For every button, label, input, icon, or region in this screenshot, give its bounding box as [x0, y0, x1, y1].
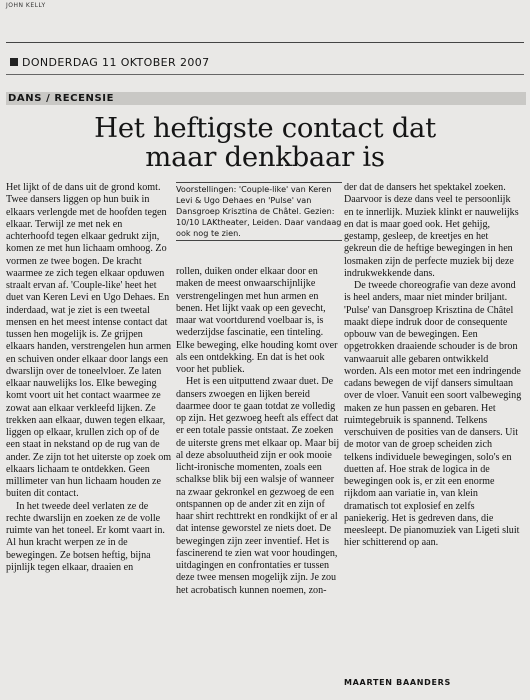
- paragraph: der dat de dansers het spektakel zoeken. Daarvoor is deze dans veel te persoonlijk en te innerlijk. Muziek klinkt er nauwelijks en dat is maar goed ook. Het gehijg, gestamp, gesleep, de kreetjes en het gekreun die de heftige bewegingen in hen losmaken zijn de perfecte muziek bij deze indrukwekkende dans.: [344, 182, 519, 279]
- author-byline: MAARTEN BAANDERS: [344, 678, 451, 687]
- section-rubric: DANS / RECENSIE: [6, 92, 526, 105]
- headline-line-1: Het heftigste contact dat: [94, 112, 436, 144]
- article-column-1: [6, 182, 172, 574]
- masthead-label: JOHN KELLY: [6, 2, 46, 9]
- performance-infobox: Voorstellingen: 'Couple-like' van Keren Levi & Ugo Dehaes en 'Pulse' van Dansgroep Krisztina de Châtel. Gezien: 10/10 LAKtheater, Leiden. Daar vandaag ook nog te zien.: [176, 182, 342, 241]
- article-column-3: [344, 182, 522, 550]
- paragraph: rollen, duiken onder elkaar door en maken de meest onwaarschijnlijke verstrengelingen met hun armen en benen. Het lijkt vaak op een gevecht, maar wat voortdurend voelbaar is, is wederzijdse fascinatie, een tinteling. Elke beweging, elke houding komt over als een ontdekking. En dat is het ook voor het publiek.: [176, 266, 338, 375]
- headline: [12, 114, 518, 172]
- square-bullet-icon: [10, 58, 18, 66]
- dateline-text: DONDERDAG 11 OKTOBER 2007: [22, 56, 210, 69]
- headline-line-2: maar denkbaar is: [145, 141, 385, 173]
- paragraph: In het tweede deel verlaten ze de rechte dwarslijn en zoeken ze de volle ruimte van het toneel. Er komt vaart in. Al hun kracht werpen ze in de bewegingen. Ze botsen heftig, bijna pijnlijk tegen elkaar, draaien en: [6, 500, 165, 573]
- article-column-2: [176, 266, 342, 597]
- paragraph: De tweede choreografie van deze avond is heel anders, maar niet minder briljant. 'Pulse' van Dansgroep Krisztina de Châtel maakt diepe indruk door de consequente opbouw van de bewegingen. Een opgetrokken draaiende schouder is de bron vanwaaruit alle gebaren ontwikkeld worden. Als een motor met een indringende cadans bewegen de vijf dansers simultaan over de vloer. Vanuit een soort valbeweging maken ze hun passen en gebaren. Het ruimtegebruik is spannend. Telkens verschuiven de posities van de dansers. Uit de motor van de groep scheiden zich telkens individuele bewegingen, solo's en duetten af. Hoe strak de logica in de bewegingen ook is, er zit een enorme rijkdom aan variatie in, van klein dramatisch tot explosief en zelfs paniekerig. Het is gedreven dans, die meesleept. De pianomuziek van Ligeti sluit hier schitterend op aan.: [344, 280, 522, 549]
- top-rule: [6, 42, 524, 43]
- dateline-rule: [6, 74, 524, 75]
- paragraph: Het lijkt of de dans uit de grond komt. Twee dansers liggen op hun buik in elkaars verlengde met de hoofden tegen elkaar. Terwijl ze met nek en achterhoofd tegen elkaar gedrukt zijn, komen ze met hun lichaam omhoog. Zo vormen ze twee bogen. De kracht waarmee ze zich tegen elkaar opduwen straalt ervan af. 'Couple-like' heet het duet van Keren Levi en Ugo Dehaes. En inderdaad, wat je ziet is een tweetal mensen en het meest intense contact dat tussen hen mogelijk is. Ze grijpen elkaars handen, verstrengelen hun armen en schuiven onder elkaar door langs een dwarslijn over de toneelvloer. Ze laten elkaar nauwelijks los. Elke beweging komt voort uit het contact waarmee ze zowat aan elkaar verkleefd lijken. Ze trekken aan elkaar, duwen tegen elkaar, liggen op elkaar, krullen zich op of de een staat in nekstand op de rug van de ander. Ze zijn tot het uiterste op zoek om elkaars lichaam te ontdekken. Geen millimeter van hun lichaam houden ze buiten dit contact.: [6, 182, 172, 500]
- paragraph: Het is een uitputtend zwaar duet. De dansers zwoegen en lijken bereid daarmee door te gaan totdat ze volledig op zijn. Het gezwoeg heeft als effect dat er een totale passie ontstaat. Ze zoeken de uiterste grens met elkaar op. Maar bij al deze absoluutheid zijn er ook mooie licht-ironische momenten, zoals een schalkse blik bij een walsje of wanneer na zwaar gekronkel en gezwoeg de een ontspannen op de ander zit en zijn of haar shirt rechttrekt en rondkijkt of er al dat intense geworstel ze niets doet. De bewegingen zijn zeer inventief. Het is fascinerend te zien wat voor houdingen, uitdagingen en confrontaties er tussen deze twee mensen mogelijk zijn. Je zou het acrobatisch kunnen noemen, zon-: [176, 376, 340, 596]
- dateline: [10, 56, 210, 69]
